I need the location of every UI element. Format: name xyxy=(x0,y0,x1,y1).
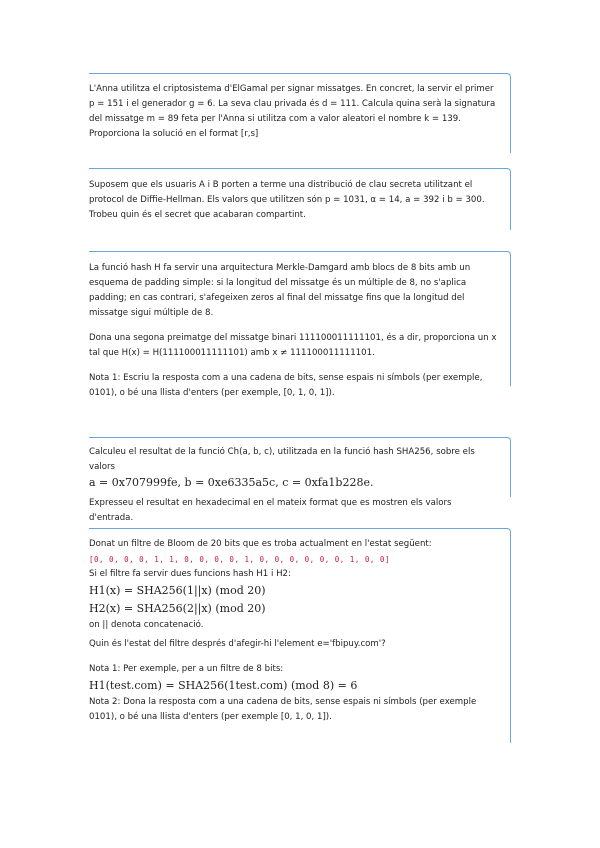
hash-function-2: H2(x) = SHA256(2||x) (mod 20) xyxy=(89,602,266,615)
question-5-note-2: Nota 2: Dona la resposta com a una cadena de bits, sense espais ni símbols (per exemple 0101), o bé una llista d'enters (per exemple [0, 1, 0, 1]). xyxy=(89,697,477,722)
question-4-intro: Calculeu el resultat de la funció Ch(a, b, c), utilitzada en la funció hash SHA256, sobre els valors xyxy=(89,447,475,472)
question-card-5 xyxy=(89,528,511,743)
question-5-note-1: Nota 1: Per exemple, per a un filtre de 8 bits: xyxy=(89,664,284,674)
hash-function-1: H1(x) = SHA256(1||x) (mod 20) xyxy=(89,584,266,597)
question-1-text: L'Anna utilitza el criptosistema d'ElGamal per signar missatges. En concret, la servir el primer p = 151 i el generador g = 6. La seva clau privada és d = 111. Calcula quina serà la signatura del missatge m = 89 feta per l'Anna si utilitza com a valor aleatori el nombre k = 139. Proporciona la solució en el format [r,s] xyxy=(89,84,496,139)
concat-note: on || denota concatenació. xyxy=(89,620,204,630)
bloom-filter-state: [0, 0, 0, 0, 1, 1, 0, 0, 0, 0, 1, 0, 0, 0, 0, 0, 0, 1, 0, 0] xyxy=(89,555,390,564)
question-5-task: Quin és l'estat del filtre després d'afegir-hi l'element e='fbipuy.com'? xyxy=(89,639,386,649)
question-card-3 xyxy=(89,251,511,398)
question-4-instruction: Expresseu el resultat en hexadecimal en el mateix format que es mostren els valors d'entrada. xyxy=(89,498,452,523)
question-card-4 xyxy=(89,437,511,523)
question-3-note: Nota 1: Escriu la resposta com a una cadena de bits, sense espais ni símbols (per exemple, 0101), o bé una llista d'enters (per exemple, [0, 1, 0, 1]). xyxy=(89,373,483,398)
question-3-intro: La funció hash H fa servir una arquitectura Merkle-Damgard amb blocs de 8 bits amb un esquema de padding simple: si la longitud del missatge és un múltiple de 8, no s'aplica padding; en cas contrari, s'afegeixen zeros al final del missatge fins que la longitud del missatge sigui múltiple de 8. xyxy=(89,263,471,318)
question-5-intro: Donat un filtre de Bloom de 20 bits que es troba actualment en l'estat següent: xyxy=(89,539,432,549)
question-5-hash-intro: Si el filtre fa servir dues funcions hash H1 i H2: xyxy=(89,569,291,579)
question-4-values: a = 0x707999fe, b = 0xe6335a5c, c = 0xfa1b228e. xyxy=(89,476,374,489)
question-2-text: Suposem que els usuaris A i B porten a terme una distribució de clau secreta utilitzant el protocol de Diffie-Hellman. Els valors que utilitzen són p = 1031, α = 14, a = 392 i b = 300. Trobeu quin és el secret que acabaran compartint. xyxy=(89,180,485,220)
example-formula: H1(test.com) = SHA256(1test.com) (mod 8) = 6 xyxy=(89,679,358,692)
question-card-2 xyxy=(89,168,511,230)
question-3-task: Dona una segona preimatge del missatge binari 111100011111101, és a dir, proporciona un x tal que H(x) = H(111100011111101) amb x ≠ 111100011111101. xyxy=(89,333,497,358)
question-card-1 xyxy=(89,73,511,153)
